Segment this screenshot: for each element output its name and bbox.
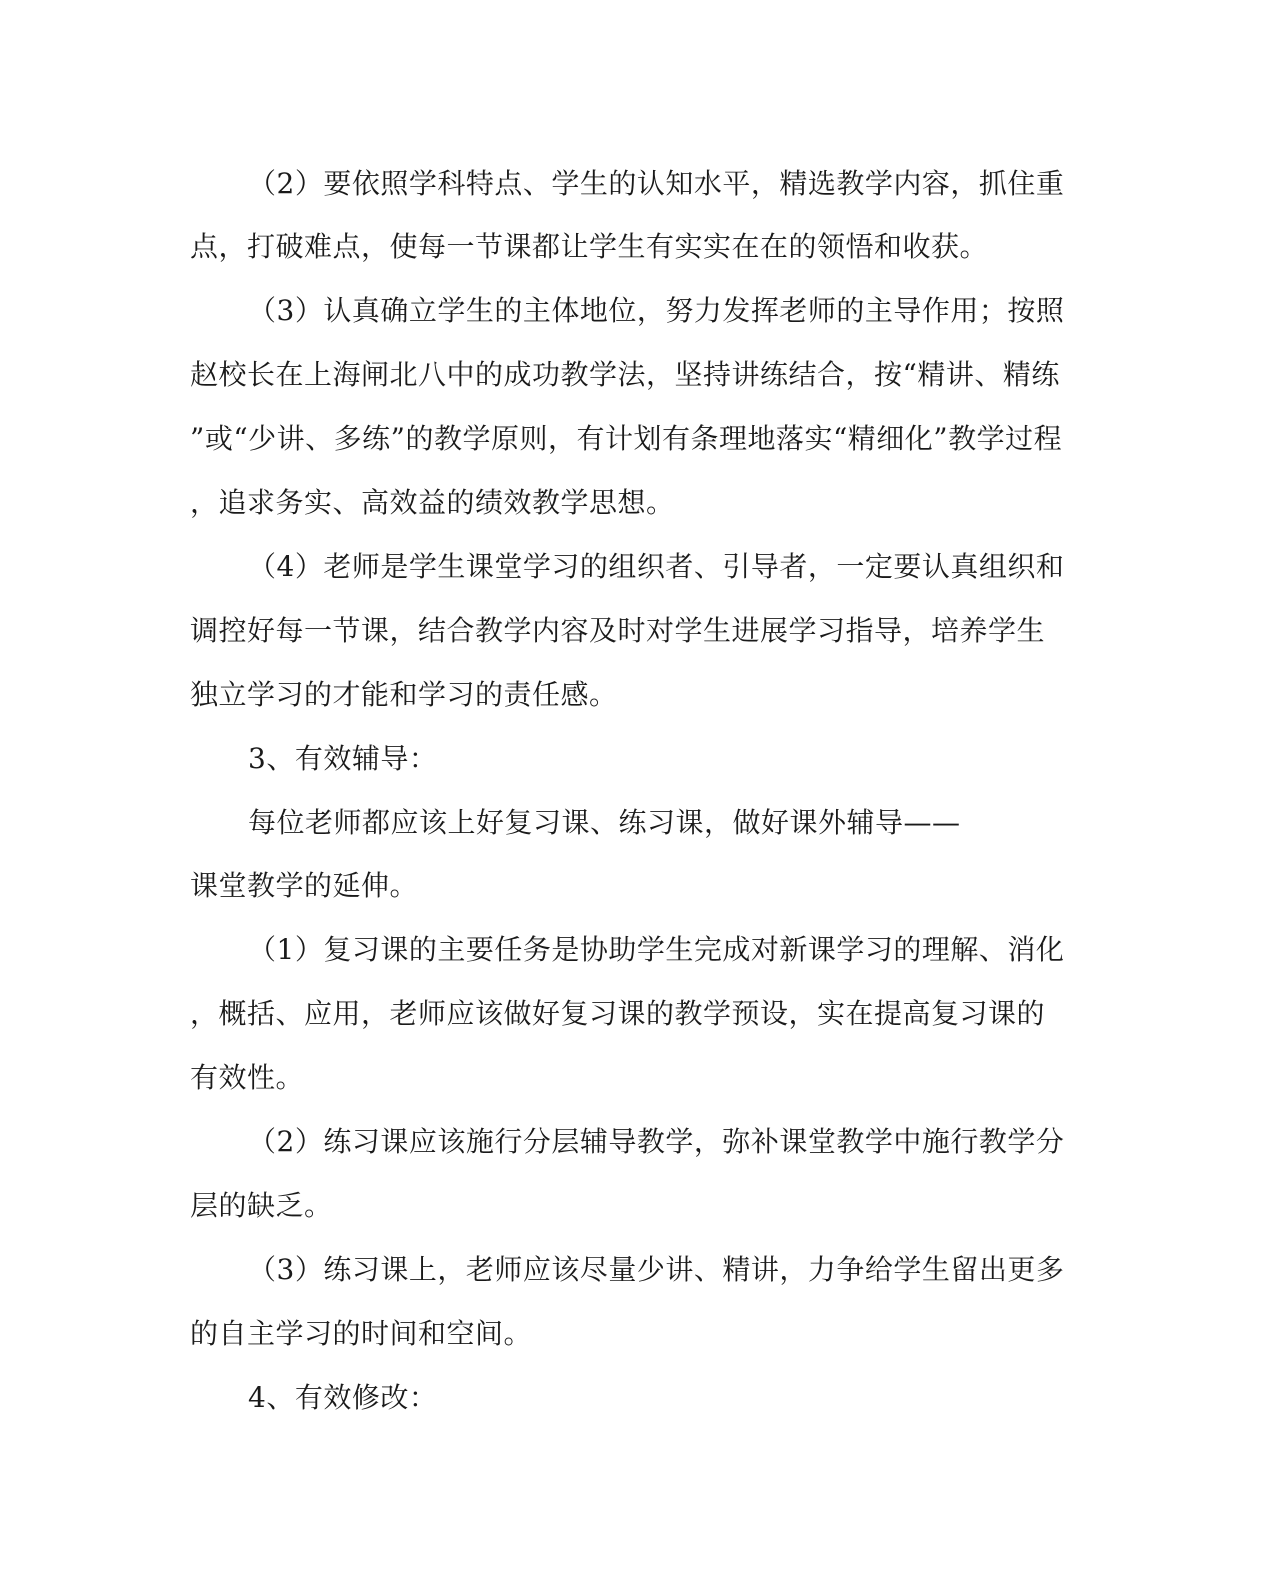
section-heading: 4、有效修改： <box>248 1381 438 1414</box>
paragraph-line: 赵校长在上海闸北八中的成功教学法，坚持讲练结合，按“精讲、精练 <box>190 358 1060 391</box>
paragraph-line: 课堂教学的延伸。 <box>190 869 419 902</box>
paragraph-line: 有效性。 <box>190 1061 305 1094</box>
paragraph-line: 调控好每一节课，结合教学内容及时对学生进展学习指导，培养学生 <box>190 614 1046 647</box>
paragraph-line: 独立学习的才能和学习的责任感。 <box>190 678 618 711</box>
paragraph-line: （2）要依照学科特点、学生的认知水平，精选教学内容，抓住重 <box>248 167 1065 200</box>
paragraph-line: 的自主学习的时间和空间。 <box>190 1317 533 1350</box>
paragraph-line: ，追求务实、高效益的绩效教学思想。 <box>190 486 675 519</box>
paragraph-line: ”或“少讲、多练”的教学原则，有计划有条理地落实“精细化”教学过程 <box>190 422 1063 455</box>
paragraph-line: （3）练习课上，老师应该尽量少讲、精讲，力争给学生留出更多 <box>248 1253 1065 1286</box>
paragraph-line: ，概括、应用，老师应该做好复习课的教学预设，实在提高复习课的 <box>190 997 1046 1030</box>
paragraph-line: （1）复习课的主要任务是协助学生完成对新课学习的理解、消化 <box>248 933 1065 966</box>
paragraph-line: （4）老师是学生课堂学习的组织者、引导者，一定要认真组织和 <box>248 550 1065 583</box>
paragraph-line: 层的缺乏。 <box>190 1189 333 1222</box>
paragraph-line: （3）认真确立学生的主体地位，努力发挥老师的主导作用；按照 <box>248 294 1065 327</box>
paragraph-line: （2）练习课应该施行分层辅导教学，弥补课堂教学中施行教学分 <box>248 1125 1065 1158</box>
paragraph-line: 每位老师都应该上好复习课、练习课，做好课外辅导—— <box>248 806 961 839</box>
paragraph-line: 点，打破难点，使每一节课都让学生有实实在在的领悟和收获。 <box>190 230 989 263</box>
section-heading: 3、有效辅导： <box>248 742 438 775</box>
